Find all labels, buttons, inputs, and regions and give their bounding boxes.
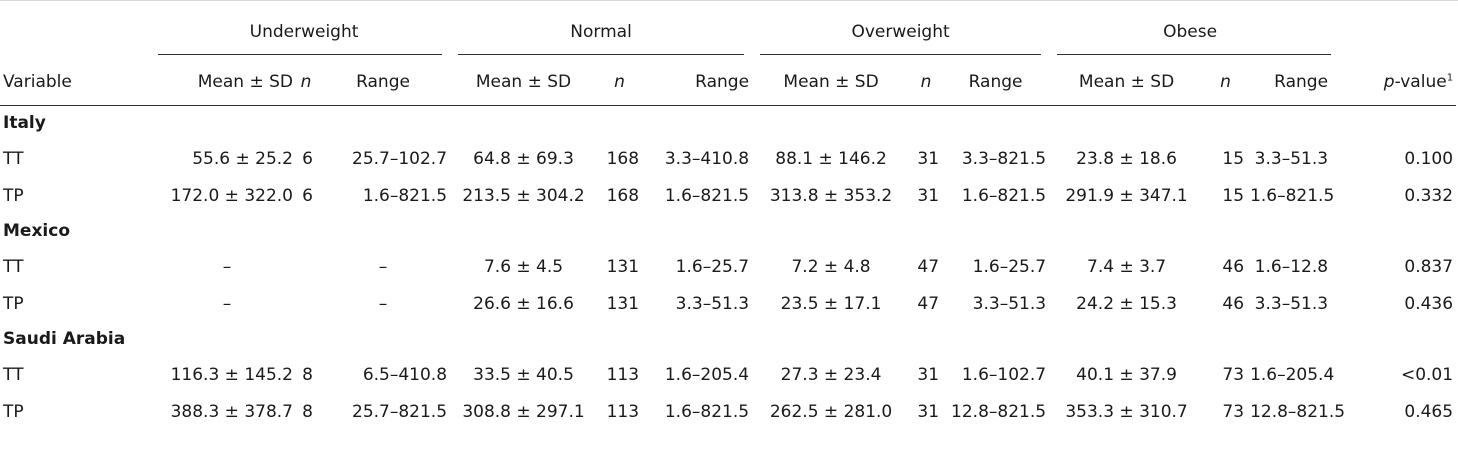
mean-sd-cell: 291.9 ± 347.1 [1065, 185, 1188, 206]
group-header-overweight: Overweight [851, 22, 950, 42]
group-rule-overweight [760, 54, 1041, 55]
range-cell: 25.7–102.7 [352, 148, 448, 169]
group-rule-row [0, 50, 1456, 59]
variable-cell: TP [3, 401, 24, 422]
p-value-cell: 0.332 [1404, 185, 1454, 206]
mean-sd-cell: 7.6 ± 4.5 [483, 256, 564, 277]
mean-sd-cell: 7.2 ± 4.8 [791, 256, 871, 277]
range-cell: 1.6–25.7 [675, 256, 750, 277]
p-value-cell: <0.01 [1400, 364, 1454, 385]
variable-cell: TT [3, 148, 24, 169]
n-cell: 113 [606, 401, 640, 422]
mean-sd-cell: 24.2 ± 15.3 [1076, 293, 1177, 314]
range-cell: 25.7–821.5 [352, 401, 448, 422]
column-header-row [0, 59, 1456, 106]
group-header-row [0, 14, 1456, 50]
column-header-range: Range [942, 59, 1049, 106]
column-header-n: n [1204, 59, 1247, 106]
variable-cell: TT [3, 364, 24, 385]
table-row [0, 285, 1456, 322]
group-rule-obese [1057, 54, 1331, 55]
n-cell: 73 [1222, 364, 1245, 385]
table-row [0, 356, 1456, 393]
mean-sd-cell: 23.5 ± 17.1 [780, 293, 882, 314]
top-divider [0, 0, 1458, 1]
mean-sd-cell: 388.3 ± 378.7 [170, 401, 293, 422]
n-cell [296, 248, 316, 285]
n-cell: 131 [606, 293, 640, 314]
country-row [0, 214, 1456, 248]
range-cell: 3.3–51.3 [972, 293, 1047, 314]
column-header-p-value [1331, 59, 1456, 106]
column-header-mean-sd: Mean ± SD [450, 59, 597, 106]
n-cell: 168 [606, 185, 640, 206]
column-header-range: Range [316, 59, 450, 106]
mean-sd-cell: 33.5 ± 40.5 [473, 364, 574, 385]
range-cell: 3.3–410.8 [664, 148, 750, 169]
range-cell: 6.5–410.8 [362, 364, 448, 385]
results-table [0, 14, 1456, 430]
table-row [0, 248, 1456, 285]
group-header-normal: Normal [570, 22, 632, 42]
p-value-cell: 0.837 [1404, 256, 1454, 277]
group-rule-underweight [158, 54, 442, 55]
n-cell: 113 [606, 364, 640, 385]
p-value-text: -value [1394, 72, 1447, 92]
mean-sd-cell: 55.6 ± 25.2 [192, 148, 293, 169]
country-label: Italy [3, 113, 46, 133]
mean-sd-cell: 7.4 ± 3.7 [1087, 256, 1167, 277]
mean-sd-cell: 262.5 ± 281.0 [769, 401, 893, 422]
column-header-range: Range [1247, 59, 1331, 106]
p-value-italic: p [1383, 72, 1395, 92]
table-body [0, 106, 1456, 431]
mean-sd-cell: – [222, 293, 232, 314]
group-header-obese: Obese [1163, 22, 1218, 42]
mean-sd-cell: 40.1 ± 37.9 [1076, 364, 1177, 385]
n-cell: 31 [917, 401, 940, 422]
mean-sd-cell: 64.8 ± 69.3 [473, 148, 574, 169]
range-cell: 3.3–51.3 [1254, 293, 1329, 314]
mean-sd-cell: 26.6 ± 16.6 [473, 293, 574, 314]
range-cell: 3.3–821.5 [961, 148, 1047, 169]
n-cell: 47 [917, 256, 940, 277]
n-cell: 168 [606, 148, 640, 169]
n-cell: 15 [1222, 185, 1245, 206]
n-cell: 15 [1222, 148, 1245, 169]
range-cell: 1.6–821.5 [362, 185, 448, 206]
n-cell: 31 [917, 148, 940, 169]
range-cell: 1.6–102.7 [961, 364, 1047, 385]
range-cell: 1.6–205.4 [1250, 364, 1335, 385]
table-row [0, 393, 1456, 430]
variable-cell: TP [3, 293, 24, 314]
n-cell: 31 [917, 185, 940, 206]
n-cell: 6 [302, 148, 313, 169]
column-header-n: n [910, 59, 942, 106]
n-cell: 46 [1222, 293, 1245, 314]
table-row [0, 177, 1456, 214]
p-value-cell: 0.436 [1404, 293, 1454, 314]
mean-sd-cell: 88.1 ± 146.2 [775, 148, 887, 169]
n-cell: 73 [1222, 401, 1245, 422]
p-value-footnote-marker: 1 [1446, 72, 1454, 84]
range-cell: 1.6–821.5 [664, 185, 750, 206]
range-cell: 3.3–51.3 [1254, 148, 1329, 169]
column-header-range: Range [642, 59, 752, 106]
mean-sd-cell: 116.3 ± 145.2 [170, 364, 293, 385]
group-rule-normal [458, 54, 744, 55]
mean-sd-cell: 213.5 ± 304.2 [462, 185, 585, 206]
column-header-mean-sd: Mean ± SD [1049, 59, 1204, 106]
table-row [0, 140, 1456, 177]
mean-sd-cell: 308.8 ± 297.1 [462, 401, 585, 422]
mean-sd-cell: 27.3 ± 23.4 [780, 364, 882, 385]
range-cell: 12.8–821.5 [951, 401, 1047, 422]
mean-sd-cell: 23.8 ± 18.6 [1076, 148, 1177, 169]
range-cell: 12.8–821.5 [1250, 401, 1346, 422]
range-cell: 3.3–51.3 [675, 293, 750, 314]
range-cell: 1.6–25.7 [972, 256, 1047, 277]
column-header-n: n [296, 59, 316, 106]
column-header-variable: Variable [0, 59, 158, 106]
group-header-underweight: Underweight [249, 22, 359, 42]
range-cell: 1.6–821.5 [664, 401, 750, 422]
country-row [0, 322, 1456, 356]
n-cell: 47 [917, 293, 940, 314]
column-header-mean-sd: Mean ± SD [752, 59, 910, 106]
n-cell: 6 [302, 185, 313, 206]
n-cell: 31 [917, 364, 940, 385]
n-cell: 131 [606, 256, 640, 277]
n-cell: 8 [302, 364, 313, 385]
country-label: Mexico [3, 221, 70, 241]
n-cell: 46 [1222, 256, 1245, 277]
range-cell: – [378, 256, 388, 277]
range-cell: 1.6–205.4 [664, 364, 750, 385]
country-label: Saudi Arabia [3, 329, 126, 349]
range-cell: 1.6–12.8 [1254, 256, 1329, 277]
mean-sd-cell: – [222, 256, 232, 277]
range-cell: 1.6–821.5 [961, 185, 1047, 206]
column-header-n: n [597, 59, 642, 106]
p-value-cell: 0.100 [1404, 148, 1454, 169]
p-value-cell: 0.465 [1404, 401, 1454, 422]
variable-cell: TT [3, 256, 24, 277]
mean-sd-cell: 353.3 ± 310.7 [1065, 401, 1188, 422]
mean-sd-cell: 313.8 ± 353.2 [769, 185, 893, 206]
range-cell: 1.6–821.5 [1250, 185, 1335, 206]
n-cell [296, 285, 316, 322]
variable-cell: TP [3, 185, 24, 206]
range-cell: – [378, 293, 388, 314]
mean-sd-cell: 172.0 ± 322.0 [170, 185, 293, 206]
country-row [0, 106, 1456, 141]
column-header-mean-sd: Mean ± SD [158, 59, 296, 106]
n-cell: 8 [302, 401, 313, 422]
